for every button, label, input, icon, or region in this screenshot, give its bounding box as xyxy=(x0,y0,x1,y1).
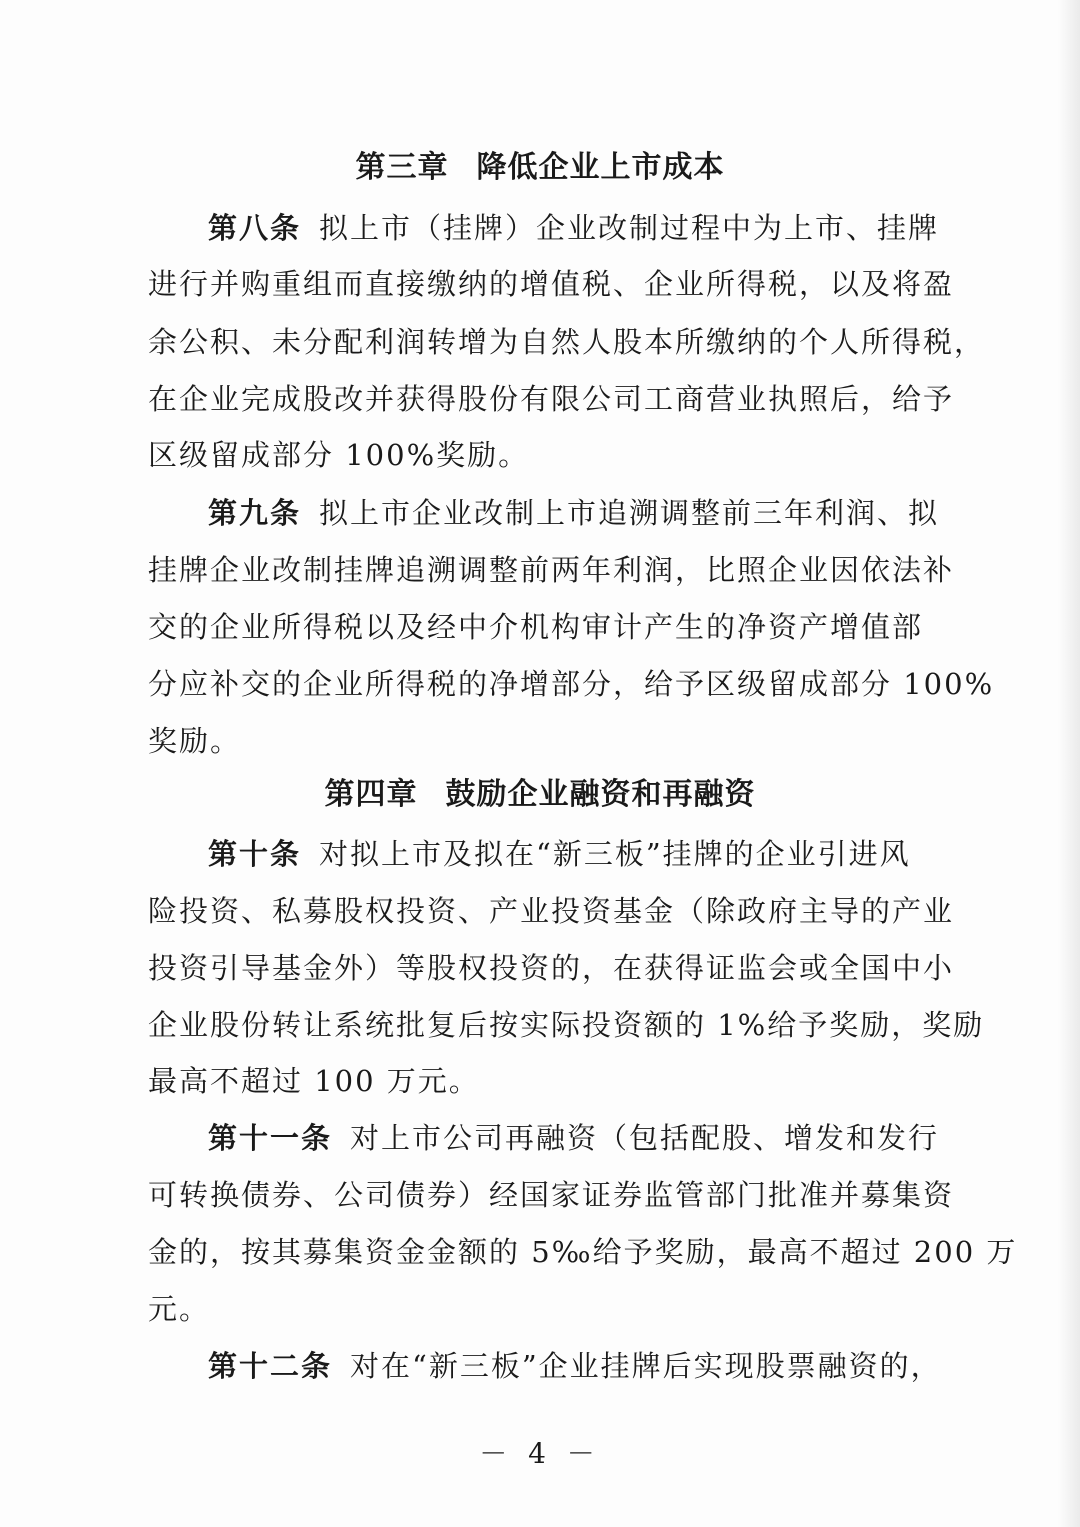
article-8-line: 进行并购重组而直接缴纳的增值税、企业所得税，以及将盈 xyxy=(148,267,955,301)
article-8-line: 区级留成部分 100%奖励。 xyxy=(148,438,530,472)
article-10-line: 险投资、私募股权投资、产业投资基金（除政府主导的产业 xyxy=(148,894,955,928)
article-10-line: 最高不超过 100 万元。 xyxy=(148,1064,480,1098)
article-9-line: 挂牌企业改制挂牌追溯调整前两年利润，比照企业因依法补 xyxy=(148,553,955,587)
article-8-line: 余公积、未分配利润转增为自然人股本所缴纳的个人所得税， xyxy=(148,325,986,359)
chapter-heading xyxy=(0,775,1080,815)
chapter-number: 第四章 xyxy=(324,777,418,812)
article-10-line xyxy=(208,834,911,874)
article-label: 第八条 xyxy=(208,211,302,245)
article-8-line: 在企业完成股改并获得股份有限公司工商营业执照后，给予 xyxy=(148,382,955,416)
article-11-line xyxy=(208,1118,940,1158)
article-text: 对在“新三板”企业挂牌后实现股票融资的， xyxy=(350,1349,942,1383)
article-11-line: 金的，按其募集资金金额的 5‰给予奖励，最高不超过 200 万 xyxy=(148,1235,1018,1269)
article-11-line: 元。 xyxy=(148,1292,211,1326)
article-9-line: 交的企业所得税以及经中介机构审计产生的净资产增值部 xyxy=(148,610,924,644)
article-label: 第九条 xyxy=(208,496,302,530)
chapter-heading xyxy=(0,148,1080,188)
chapter-title: 降低企业上市成本 xyxy=(476,150,725,185)
scan-edge xyxy=(1058,0,1080,1527)
article-label: 第十一条 xyxy=(208,1121,333,1155)
article-9-line: 奖励。 xyxy=(148,724,242,758)
article-9-line: 分应补交的企业所得税的净增部分，给予区级留成部分 100% xyxy=(148,667,995,701)
article-8-line xyxy=(208,208,940,248)
chapter-number: 第三章 xyxy=(355,150,449,185)
article-text: 对拟上市及拟在“新三板”挂牌的企业引进风 xyxy=(319,837,911,871)
article-10-line: 企业股份转让系统批复后按实际投资额的 1%给予奖励，奖励 xyxy=(148,1008,985,1042)
article-text: 对上市公司再融资（包括配股、增发和发行 xyxy=(350,1121,940,1155)
article-9-line xyxy=(208,493,940,533)
article-10-line: 投资引导基金外）等股权投资的，在获得证监会或全国中小 xyxy=(148,951,955,985)
page-number: － 4 － xyxy=(479,1437,601,1470)
article-11-line: 可转换债券、公司债券）经国家证券监管部门批准并募集资 xyxy=(148,1178,955,1212)
article-label: 第十二条 xyxy=(208,1349,333,1383)
article-text: 拟上市（挂牌）企业改制过程中为上市、挂牌 xyxy=(319,211,940,245)
chapter-title: 鼓励企业融资和再融资 xyxy=(445,777,756,812)
article-text: 拟上市企业改制上市追溯调整前三年利润、拟 xyxy=(319,496,940,530)
article-12-line xyxy=(208,1346,942,1386)
article-label: 第十条 xyxy=(208,837,302,871)
